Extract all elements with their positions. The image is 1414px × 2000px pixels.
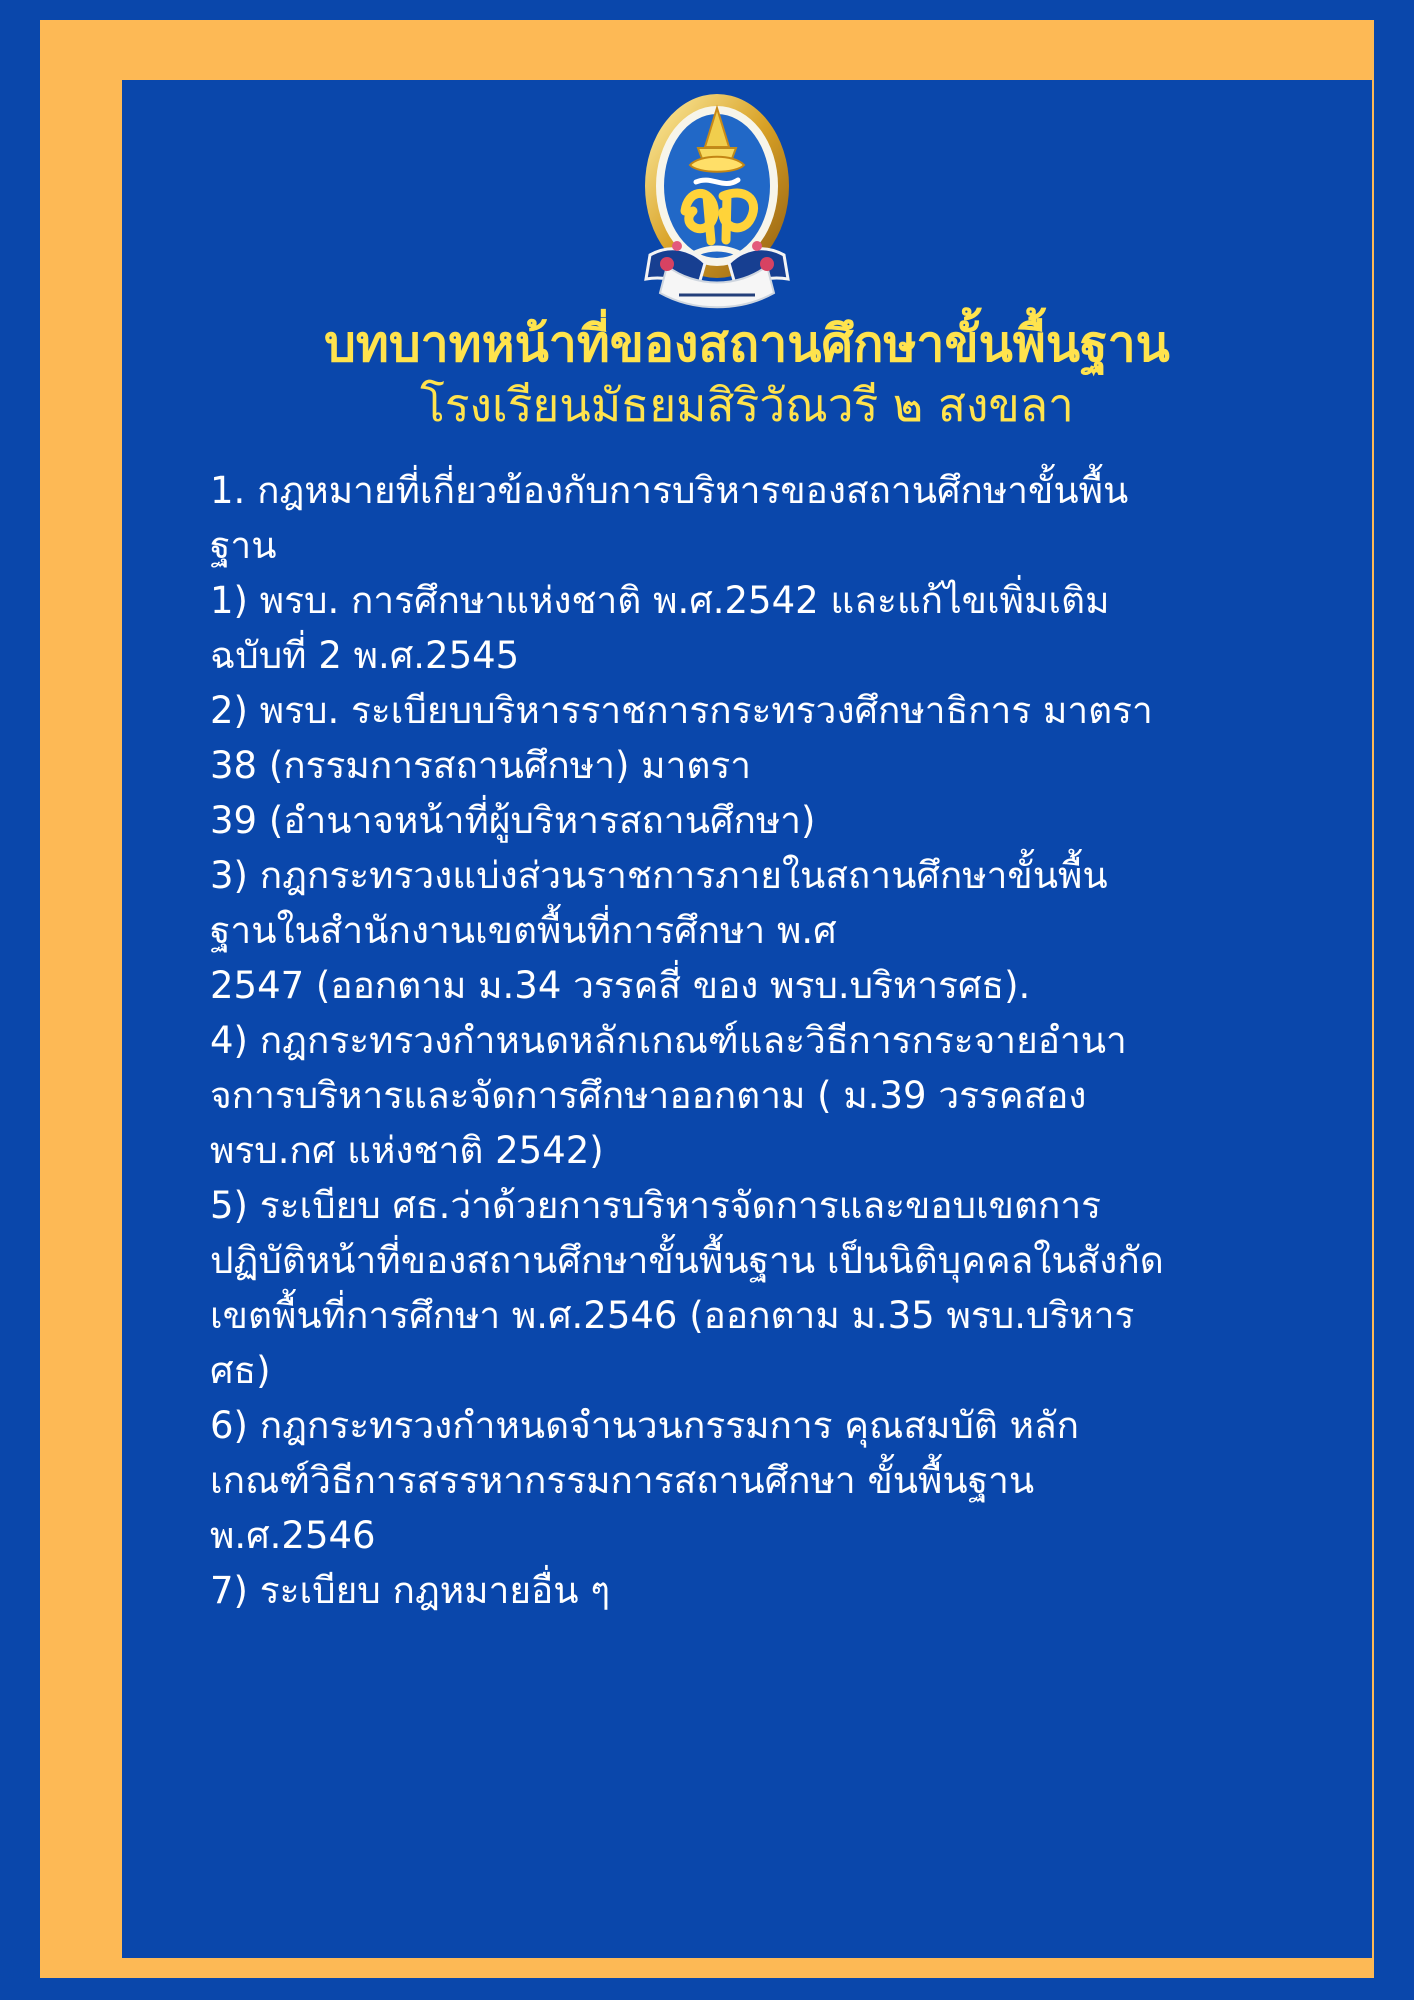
content-line: 4) กฎกระทรวงกำหนดหลักเกณฑ์และวิธีการกระจายอำนา (210, 1019, 1127, 1062)
document-content (210, 463, 1342, 1618)
content-line: เขตพื้นที่การศึกษา พ.ศ.2546 (ออกตาม ม.35 พรบ.บริหาร (210, 1294, 1135, 1337)
yellow-border-frame (40, 20, 1374, 1978)
content-line: พรบ.กศ แห่งชาติ 2542) (210, 1129, 604, 1172)
content-line: ปฏิบัติหน้าที่ของสถานศึกษาขั้นพื้นฐาน เป็นนิติบุคคลในสังกัด (210, 1239, 1164, 1282)
content-line: 1. กฎหมายที่เกี่ยวข้องกับการบริหารของสถานศึกษาขั้นพื้น (210, 469, 1129, 512)
content-line: ศธ) (210, 1349, 271, 1392)
content-line: เกณฑ์วิธีการสรรหากรรมการสถานศึกษา ขั้นพื้นฐาน (210, 1459, 1035, 1502)
content-line: 3) กฎกระทรวงแบ่งส่วนราชการภายในสถานศึกษาขั้นพื้น (210, 854, 1108, 897)
school-emblem-icon (632, 92, 802, 312)
content-line: ฐาน (210, 524, 277, 567)
content-line: ฐานในสำนักงานเขตพื้นที่การศึกษา พ.ศ (210, 909, 837, 952)
content-line: 7) ระเบียบ กฎหมายอื่น ๆ (210, 1569, 611, 1612)
content-line: 1) พรบ. การศึกษาแห่งชาติ พ.ศ.2542 และแก้ไขเพิ่มเติม (210, 579, 1110, 622)
content-line: จการบริหารและจัดการศึกษาออกตาม ( ม.39 วรรคสอง (210, 1074, 1087, 1117)
content-line: 2547 (ออกตาม ม.34 วรรคสี่ ของ พรบ.บริหารศธ). (210, 964, 1031, 1007)
content-line: 2) พรบ. ระเบียบบริหารราชการกระทรวงศึกษาธิการ มาตรา (210, 689, 1153, 732)
page-title: บทบาทหน้าที่ของสถานศึกษาขั้นพื้นฐาน (324, 315, 1170, 373)
content-line: 39 (อำนาจหน้าที่ผู้บริหารสถานศึกษา) (210, 799, 816, 842)
content-line: พ.ศ.2546 (210, 1514, 376, 1557)
content-line: 6) กฎกระทรวงกำหนดจำนวนกรรมการ คุณสมบัติ หลัก (210, 1404, 1080, 1447)
content-line: 5) ระเบียบ ศธ.ว่าด้วยการบริหารจัดการและขอบเขตการ (210, 1184, 1102, 1227)
content-panel (122, 80, 1372, 1958)
school-name: โรงเรียนมัธยมสิริวัณวรี ๒ สงขลา (420, 378, 1074, 432)
content-line: ฉบับที่ 2 พ.ศ.2545 (210, 634, 520, 677)
content-line: 38 (กรรมการสถานศึกษา) มาตรา (210, 744, 752, 787)
